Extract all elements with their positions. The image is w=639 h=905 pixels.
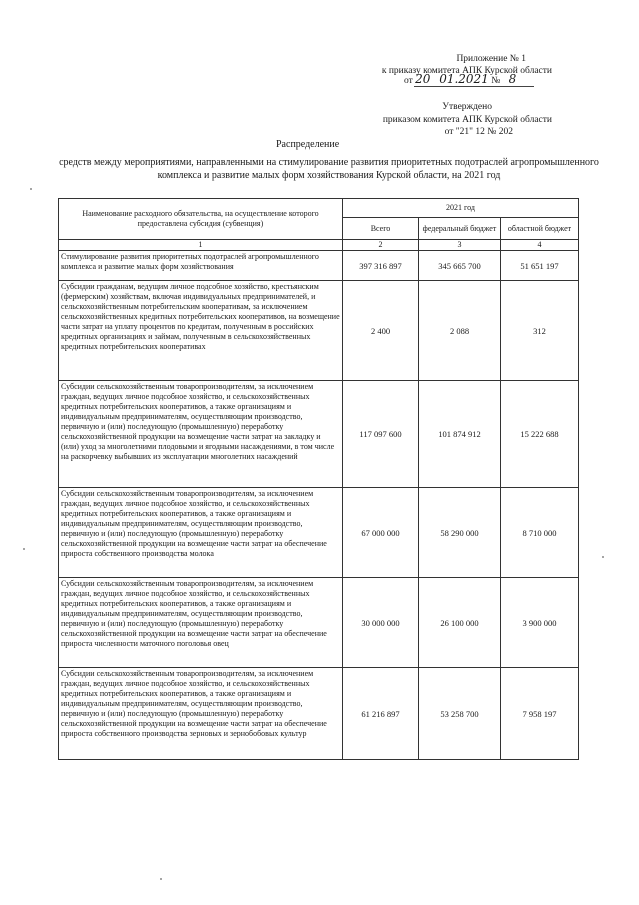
scan-speck (30, 188, 32, 190)
distribution-table (58, 198, 579, 760)
row-name: Субсидии сельскохозяйственным товаропроизводителям, за исключением граждан, ведущих личное подсобное хозяйство, и сельскохозяйственных кредитных потребительских кооперативов, а также организациям и индивидуальным предпринимателям, осуществляющим производство, первичную и (или) последующую (промышленную) переработку сельскохозяйственной продукции на возмещение части затрат на обеспечение прироста собственного производства молока (59, 488, 343, 578)
row-name: Субсидии сельскохозяйственным товаропроизводителям, за исключением граждан, ведущих личное подсобное хозяйство, и сельскохозяйственных кредитных потребительских кооперативов, а также организациям и индивидуальным предпринимателям, осуществляющим производство, первичную и (или) последующую (промышленную) переработку сельскохозяйственной продукции на возмещение части затрат на обеспечение прироста численности маточного поголовья овец (59, 578, 343, 668)
scan-speck (602, 556, 604, 558)
appendix-label: Приложение № 1 (456, 54, 526, 64)
column-header-federal: федеральный бюджет (419, 218, 501, 240)
row-regional: 51 651 197 (501, 251, 579, 281)
column-number: 1 (59, 240, 343, 251)
column-header-name: Наименование расходного обязательства, на осуществление которого предоставлена субсидия (субвенция) (59, 199, 343, 240)
table-row (59, 488, 579, 578)
page-title: Распределение (276, 139, 340, 150)
column-number: 4 (501, 240, 579, 251)
number-sign: № (491, 76, 501, 86)
row-name: Стимулирование развития приоритетных подотраслей агропромышленного комплекса и развитие малых форм хозяйствования (59, 251, 343, 281)
handwritten-day: 20 (415, 72, 431, 86)
row-federal: 58 290 000 (419, 488, 501, 578)
row-name: Субсидии гражданам, ведущим личное подсобное хозяйство, крестьянским (фермерским) хозяйствам, включая индивидуальных предпринимателей, и сельскохозяйственным потребительским кооперативам, за исключением сельскохозяйственных кредитных потребительских кооперативов, на возмещение части затрат на уплату процентов по кредитам, полученным в российских кредитных организациях и займам, полученным в сельскохозяйственных кредитных потребительских кооперативах (59, 281, 343, 381)
row-name: Субсидии сельскохозяйственным товаропроизводителям, за исключением граждан, ведущих личное подсобное хозяйство, и сельскохозяйственных кредитных потребительских кооперативов, а также организациям и индивидуальным предпринимателям, осуществляющим производство, первичную и (или) последующую (промышленную) переработку сельскохозяйственной продукции на возмещение части затрат на обеспечение прироста собственного производства зерновых и зернобобовых культур (59, 668, 343, 760)
row-total: 30 000 000 (343, 578, 419, 668)
column-number: 3 (419, 240, 501, 251)
row-total: 67 000 000 (343, 488, 419, 578)
table-row (59, 281, 579, 381)
table-row (59, 668, 579, 760)
row-federal: 53 258 700 (419, 668, 501, 760)
handwritten-number: 8 (508, 72, 517, 86)
page-subtitle: средств между мероприятиями, направленными на стимулирование развития приоритетных подотраслей агропромышленного комплекса и развитие малых форм хозяйствования Курской области, на 2021 год (59, 157, 599, 181)
row-regional: 8 710 000 (501, 488, 579, 578)
approved-label: Утверждено (442, 102, 492, 112)
column-header-regional: областной бюджет (501, 218, 579, 240)
date-prefix: от (404, 76, 413, 86)
row-federal: 2 088 (419, 281, 501, 381)
scan-speck (160, 878, 162, 880)
row-regional: 3 900 000 (501, 578, 579, 668)
row-regional: 7 958 197 (501, 668, 579, 760)
handwritten-month: 01.2021 (439, 72, 489, 86)
row-total: 2 400 (343, 281, 419, 381)
row-total: 117 097 600 (343, 381, 419, 488)
row-federal: 345 665 700 (419, 251, 501, 281)
date-underline (414, 86, 534, 87)
row-total: 61 216 897 (343, 668, 419, 760)
column-header-year: 2021 год (343, 199, 579, 218)
table-row (59, 381, 579, 488)
column-header-total: Всего (343, 218, 419, 240)
row-federal: 101 874 912 (419, 381, 501, 488)
approved-date: от "21" 12 № 202 (444, 127, 513, 137)
row-regional: 15 222 688 (501, 381, 579, 488)
row-federal: 26 100 000 (419, 578, 501, 668)
table-row (59, 578, 579, 668)
row-total: 397 316 897 (343, 251, 419, 281)
table-row (59, 251, 579, 281)
column-number: 2 (343, 240, 419, 251)
row-regional: 312 (501, 281, 579, 381)
row-name: Субсидии сельскохозяйственным товаропроизводителям, за исключением граждан, ведущих личное подсобное хозяйство, и сельскохозяйственных кредитных потребительских кооперативов, а также организациям и индивидуальным предпринимателям, осуществляющим производство, первичную и (или) последующую (промышленную) переработку сельскохозяйственной продукции на возмещение части затрат на закладку и (или) уход за многолетними плодовыми и ягодными насаждениями, в том числе на раскорчевку выбывших из эксплуатации многолетних насаждений (59, 381, 343, 488)
approved-by: приказом комитета АПК Курской области (382, 115, 552, 125)
scan-speck (23, 548, 25, 550)
order-reference: к приказу комитета АПК Курской области (381, 66, 552, 76)
